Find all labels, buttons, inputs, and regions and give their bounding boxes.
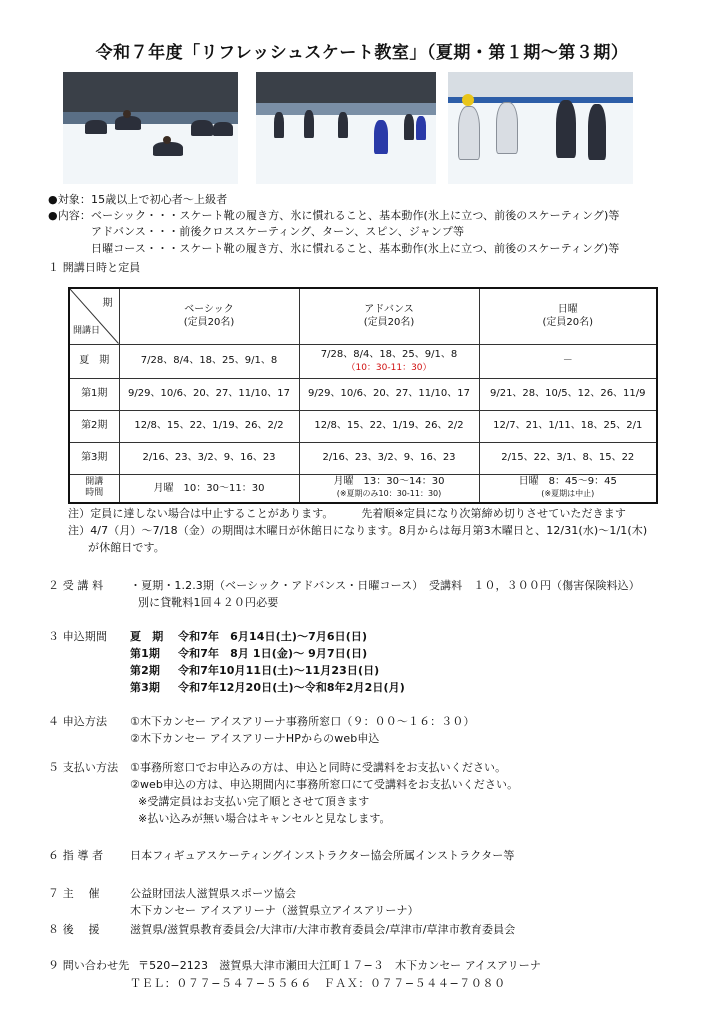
table-row: 第1期 9/29、10/6、20、27、11/10、17 9/29、10/6、20、27、11/10、17 9/21、28、10/5、12、26、11/9 bbox=[69, 378, 657, 410]
period-label: ３ 申込期間 bbox=[48, 630, 108, 643]
payment-web: ②web申込の方は、申込期間内に事務所窓口にて受講料をお支払いください。 bbox=[130, 778, 519, 791]
note-cancellation: 注）定員に達しない場合は中止することがあります。 先着順※定員になり次第締め切りさせていただきます bbox=[68, 507, 626, 520]
fee-label: ２ 受 講 料 bbox=[48, 579, 104, 592]
support-label: ８ 後 援 bbox=[48, 923, 100, 936]
payment-note-cancel: ※払い込みが無い場合はキャンセルと見なします。 bbox=[138, 812, 391, 825]
period-term: 第2期 bbox=[130, 664, 160, 677]
contact-label: ９ 問い合わせ先 bbox=[48, 959, 130, 972]
contact-address: 〒520−2123 滋賀県大津市瀬田大江町１７−３ 木下カンセー アイスアリーナ bbox=[138, 959, 541, 972]
instructor-label: ６ 指 導 者 bbox=[48, 849, 104, 862]
period-term: 第1期 bbox=[130, 647, 160, 660]
advance-summer-time-note: （10：30-11：30） bbox=[346, 363, 432, 373]
table-row: 夏 期 7/28、8/4、18、25、9/1、8 7/28、8/4、18、25、9/1、8 （10：30-11：30） － bbox=[69, 344, 657, 378]
period-date: 令和7年12月20日(土)〜令和8年2月2日(月) bbox=[178, 681, 405, 694]
support-text: 滋賀県/滋賀県教育委員会/大津市/大津市教育委員会/草津市/草津市教育委員会 bbox=[130, 923, 516, 936]
content-basic: ●内容：ベーシック・・・スケート靴の履き方、氷に慣れること、基本動作(氷上に立つ、前後のスケーティング)等 bbox=[48, 209, 620, 222]
content-advance: アドバンス・・・前後クロススケーティング、ターン、スピン、ジャンプ等 bbox=[91, 225, 465, 238]
contact-phone-fax: ＴＥＬ：０７７−５４７−５５６６ ＦＡＸ：０７７−５４４−７０８０ bbox=[130, 977, 506, 990]
fee-rental-text: 別に貸靴料1回４２０円必要 bbox=[138, 596, 279, 609]
period-date: 令和7年 6月14日(土)〜7月6日(日) bbox=[178, 630, 368, 643]
payment-label: ５ 支払い方法 bbox=[48, 761, 119, 774]
period-term: 夏 期 bbox=[130, 630, 164, 643]
organizer-arena: 木下カンセー アイスアリーナ（滋賀県立アイスアリーナ） bbox=[130, 904, 419, 917]
note-closed-days-cont: が休館日です。 bbox=[88, 541, 165, 554]
table-corner: 期 開講日 bbox=[69, 288, 119, 344]
instructor-text: 日本フィギュアスケーティングインストラクター協会所属インストラクター等 bbox=[130, 849, 515, 862]
payment-note-order: ※受講定員はお支払い完了順とさせて頂きます bbox=[138, 795, 370, 808]
method-counter: ①木下カンセー アイスアリーナ事務所窓口（９：００〜１６：３０） bbox=[130, 715, 475, 728]
payment-counter: ①事務所窓口でお申込みの方は、申込と同時に受講料をお支払いください。 bbox=[130, 761, 507, 774]
header-sunday: 日曜 (定員20名) bbox=[479, 288, 657, 344]
organizer-label: ７ 主 催 bbox=[48, 887, 100, 900]
method-web: ②木下カンセー アイスアリーナHPからのweb申込 bbox=[130, 732, 380, 745]
photo-skaters-posing bbox=[448, 72, 633, 184]
period-date: 令和7年 8月 1日(金)〜 9月7日(日) bbox=[178, 647, 368, 660]
table-row-time: 開講 時間 月曜 10：30〜11：30 月曜 13：30〜14：30 (※夏期のみ10：30-11：30) 日曜 8：45〜9：45 (※夏期は中止) bbox=[69, 474, 657, 503]
section-schedule-heading: １ 開講日時と定員 bbox=[48, 261, 141, 274]
schedule-table bbox=[68, 287, 658, 504]
photo-group-stretching bbox=[63, 72, 238, 184]
method-label: ４ 申込方法 bbox=[48, 715, 108, 728]
content-sunday: 日曜コース・・・スケート靴の履き方、氷に慣れること、基本動作(氷上に立つ、前後のスケーティング)等 bbox=[91, 242, 620, 255]
table-row: 第3期 2/16、23、3/2、9、16、23 2/16、23、3/2、9、16、23 2/15、22、3/1、8、15、22 bbox=[69, 442, 657, 474]
page-title: 令和７年度「リフレッシュスケート教室」（夏期・第１期〜第３期） bbox=[95, 43, 629, 63]
fee-text: ・夏期・1.2.3期（ベーシック・アドバンス・日曜コース） 受講料 １０，３００円（傷害保険料込） bbox=[130, 579, 640, 592]
photo-class-skating bbox=[256, 72, 436, 184]
period-date: 令和7年10月11日(土)〜11月23日(日) bbox=[178, 664, 380, 677]
note-closed-days: 注）4/7（月）〜7/18（金）の期間は木曜日が休館日になります。8月からは毎月第3木曜日と、12/31(水)〜1/1(木) bbox=[68, 524, 648, 537]
organizer-name: 公益財団法人滋賀県スポーツ協会 bbox=[130, 887, 297, 900]
header-basic: ベーシック (定員20名) bbox=[119, 288, 299, 344]
table-row: 第2期 12/8、15、22、1/19、26、2/2 12/8、15、22、1/19、26、2/2 12/7、21、1/11、18、25、2/1 bbox=[69, 410, 657, 442]
period-term: 第3期 bbox=[130, 681, 160, 694]
header-advance: アドバンス (定員20名) bbox=[299, 288, 479, 344]
target-text: ●対象：15歳以上で初心者〜上級者 bbox=[48, 193, 228, 206]
